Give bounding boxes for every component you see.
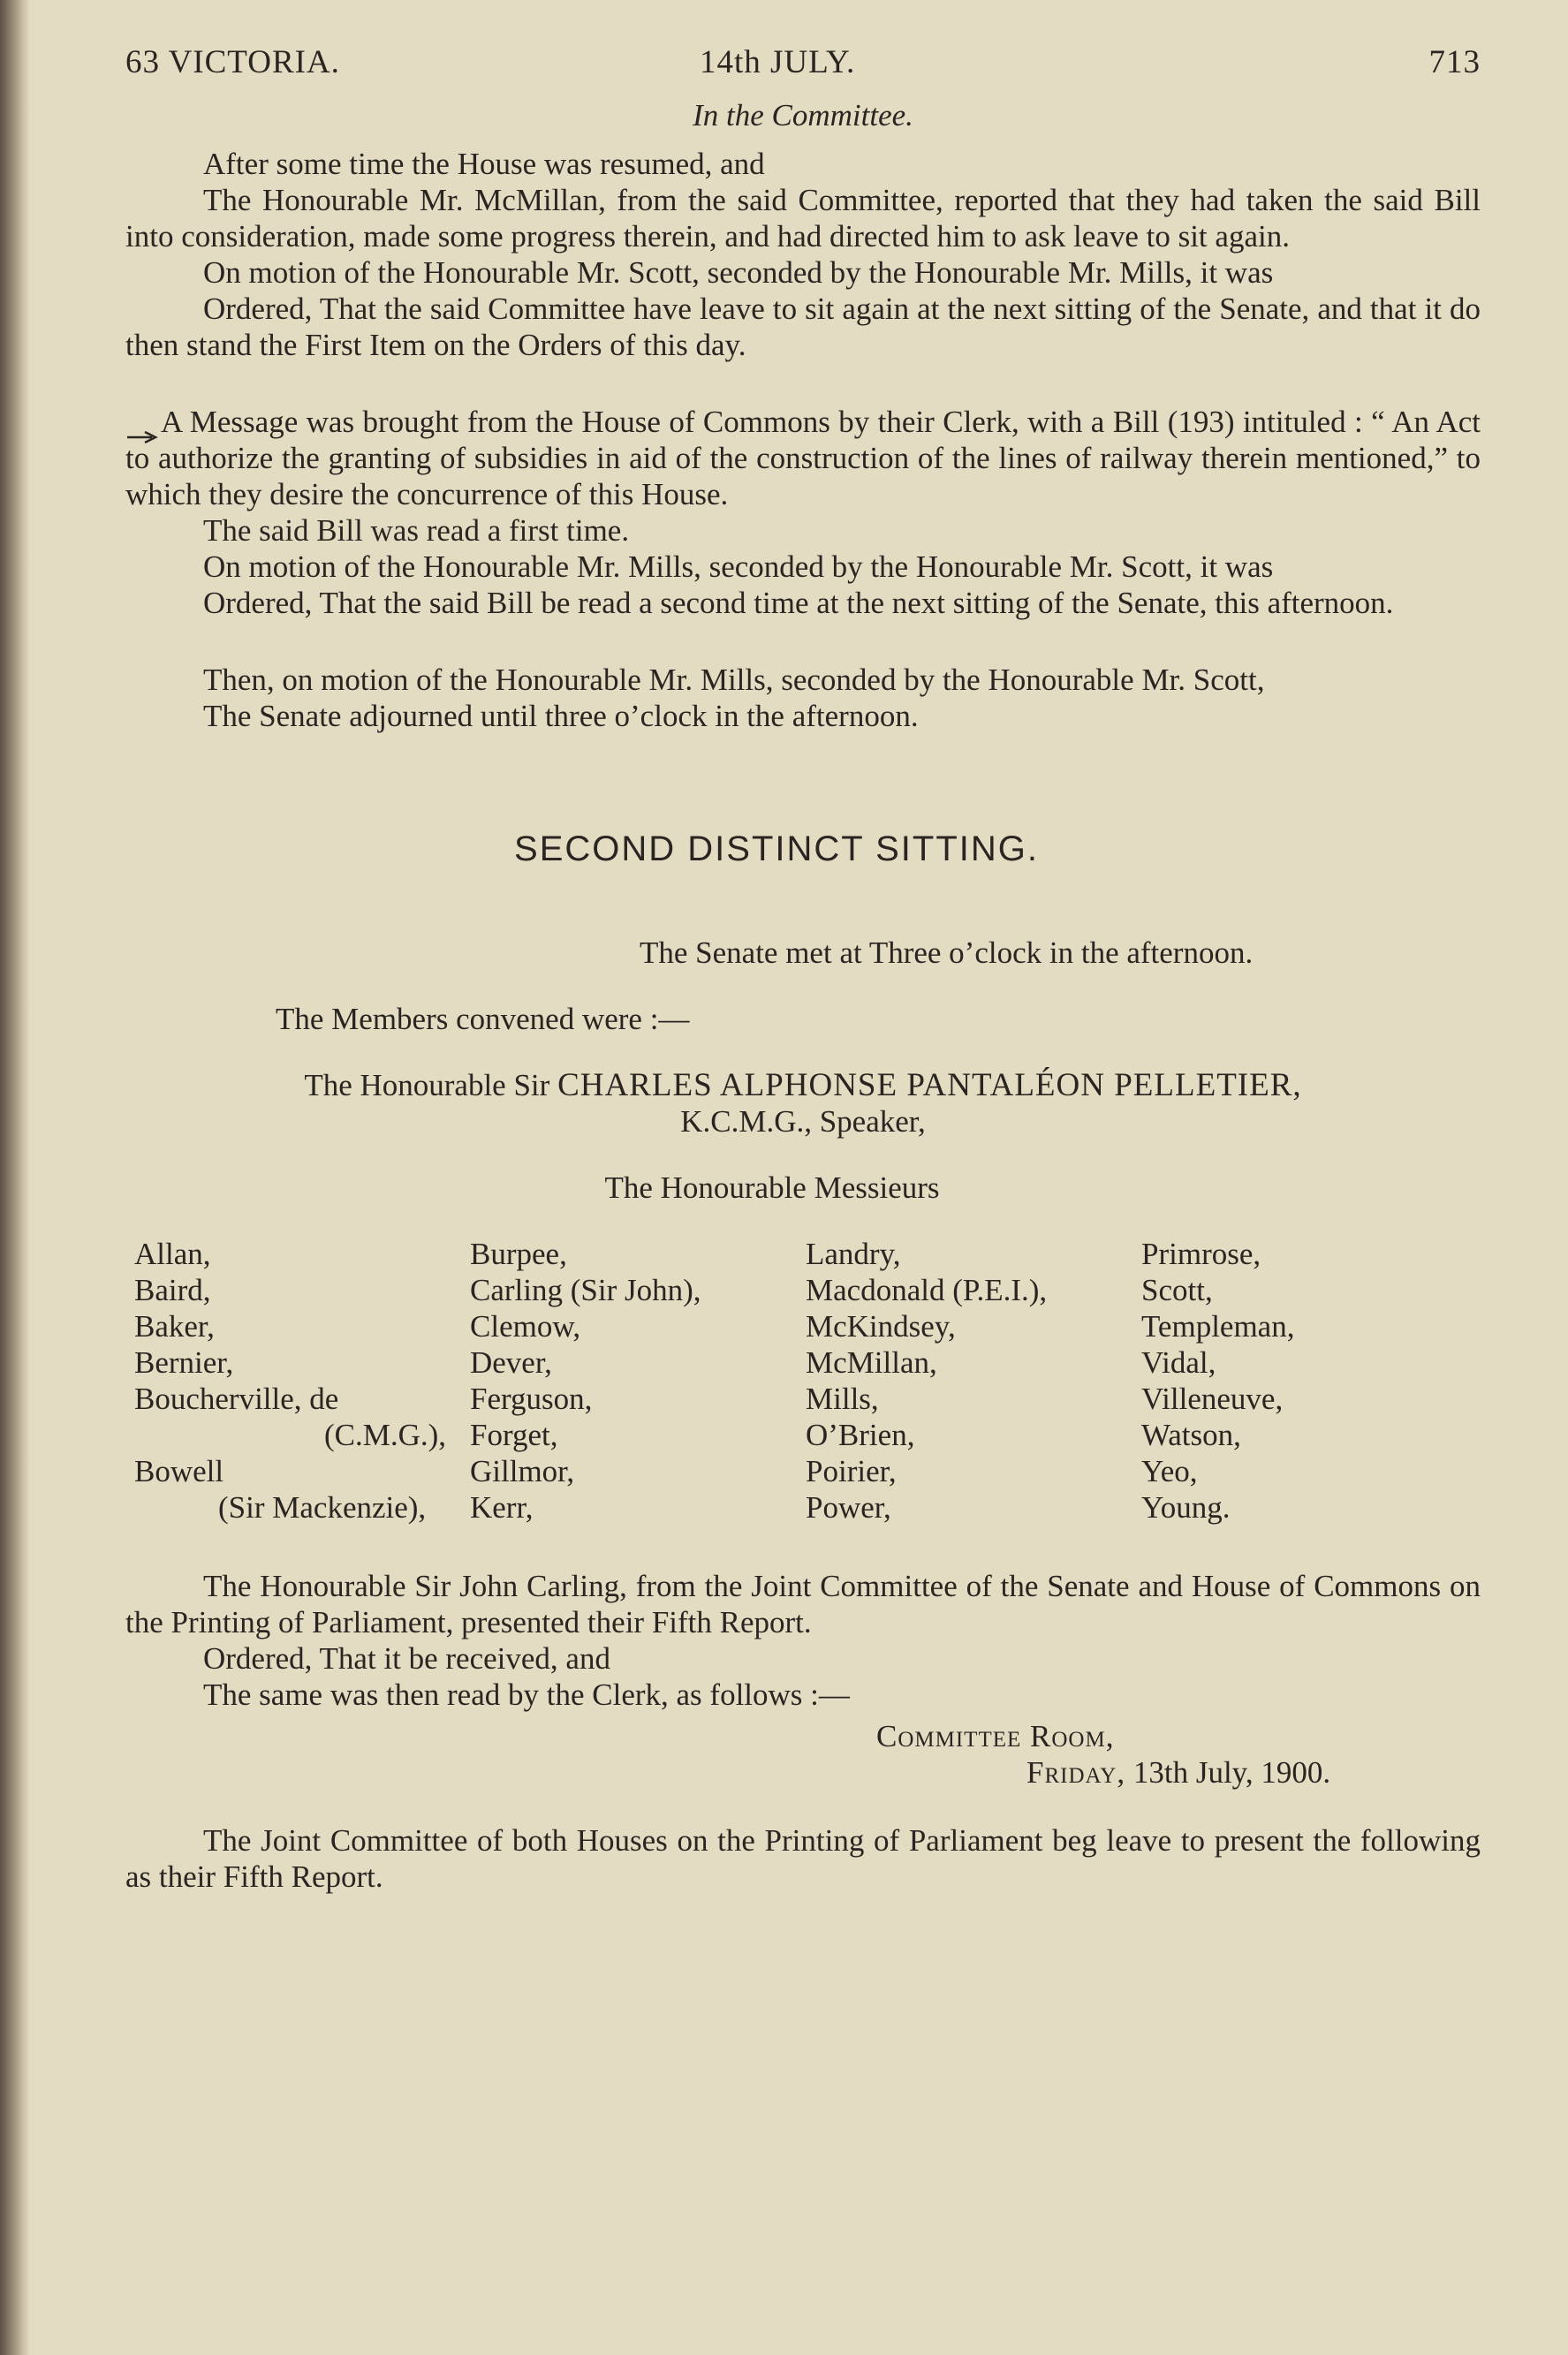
committee-room-line: Committee Room,: [876, 1719, 1115, 1753]
members-column-3: [806, 1236, 1141, 1526]
member-name: Vidal,: [1141, 1345, 1216, 1380]
senate-met-line: The Senate met at Three o’clock in the afternoon.: [640, 935, 1254, 970]
member-name: Gillmor,: [470, 1454, 575, 1488]
member-name: Baker,: [134, 1309, 215, 1344]
message-bill-text: A Message was brought from the House of Commons by their Clerk, with a Bill (193) intituled : “ An Act to authorize the granting of subsidies in aid of the construction of the lines of railway therein mentioned,” to which they desire the concurrence of this House.: [125, 405, 1481, 511]
paragraph-second-reading-order: Ordered, That the said Bill be read a second time at the next sitting of the Senate, this afternoon.: [203, 586, 1394, 620]
member-name: O’Brien,: [806, 1418, 915, 1452]
section-title: SECOND DISTINCT SITTING.: [514, 829, 1039, 868]
member-name: Ferguson,: [470, 1382, 593, 1416]
paragraph-committee-order: Ordered, That the said Committee have leave to sit again at the next sitting of the Senate, and that it do then stand the First Item on the Orders of this day.: [125, 292, 1481, 362]
members-column-4: [1141, 1236, 1477, 1526]
running-header: [125, 44, 1481, 97]
member-name: Bowell: [134, 1454, 224, 1488]
member-name: Clemow,: [470, 1309, 581, 1344]
committee-heading: In the Committee.: [693, 98, 913, 133]
paragraph-adjourned: The Senate adjourned until three o’clock in the afternoon.: [203, 699, 919, 733]
paragraph-carling-report: The Honourable Sir John Carling, from the Joint Committee of the Senate and House of Commons on the Printing of Parliament, presented their Fifth Report.: [125, 1569, 1481, 1639]
member-name: Kerr,: [470, 1490, 534, 1525]
page-number: 713: [1428, 44, 1481, 80]
members-convened-line: The Members convened were :—: [276, 1002, 690, 1036]
member-name: Watson,: [1141, 1418, 1241, 1452]
paragraph-received-order: Ordered, That it be received, and: [203, 1641, 610, 1676]
member-name: Mills,: [806, 1382, 879, 1416]
speaker-title: K.C.M.G., Speaker,: [680, 1104, 926, 1139]
member-name-continuation: (Sir Mackenzie),: [218, 1490, 427, 1525]
paragraph-scott-motion: On motion of the Honourable Mr. Scott, seconded by the Honourable Mr. Mills, it was: [203, 255, 1274, 290]
paragraph-message-bill: [125, 404, 1481, 512]
members-column-2: [470, 1236, 806, 1526]
member-name: Baird,: [134, 1273, 211, 1307]
member-name: McKindsey,: [806, 1309, 956, 1344]
book-spine-edge: [0, 0, 30, 2355]
header-date: 14th JULY.: [700, 44, 856, 80]
paragraph-mcmillan-report: The Honourable Mr. McMillan, from the said Committee, reported that they had taken the said Bill into consideration, made some progress therein, and had directed him to ask leave to sit again.: [125, 183, 1481, 254]
paragraph-house-resumed: After some time the House was resumed, and: [203, 147, 765, 181]
member-name: Primrose,: [1141, 1237, 1261, 1271]
dateline-date: 13th July, 1900.: [1125, 1755, 1331, 1790]
paragraph-fifth-report-intro: The Joint Committee of both Houses on the Printing of Parliament beg leave to present the following as their Fifth Report.: [125, 1823, 1481, 1894]
member-name: Scott,: [1141, 1273, 1213, 1307]
member-name-continuation: (C.M.G.),: [324, 1418, 447, 1452]
members-column-1: [134, 1236, 470, 1526]
header-volume: 63 VICTORIA.: [125, 44, 340, 80]
paragraph-read-by-clerk: The same was then read by the Clerk, as follows :—: [203, 1677, 850, 1712]
paragraph-first-reading: The said Bill was read a first time.: [203, 513, 630, 548]
member-name: Poirier,: [806, 1454, 897, 1488]
paragraph-mills-motion: On motion of the Honourable Mr. Mills, seconded by the Honourable Mr. Scott, it was: [203, 549, 1274, 584]
dateline-day: Friday,: [1026, 1755, 1126, 1790]
member-name: Carling (Sir John),: [470, 1273, 701, 1307]
member-name: Villeneuve,: [1141, 1382, 1284, 1416]
member-name: Macdonald (P.E.I.),: [806, 1273, 1048, 1307]
member-name: Boucherville, de: [134, 1382, 339, 1416]
member-name: Burpee,: [470, 1237, 567, 1271]
speaker-prefix: The Honourable Sir: [304, 1068, 558, 1102]
messieurs-heading: The Honourable Messieurs: [604, 1170, 940, 1205]
speaker-block: [125, 1067, 1481, 1140]
speaker-name: CHARLES ALPHONSE PANTALÉON PELLETIER,: [557, 1067, 1302, 1103]
member-name: Allan,: [134, 1237, 211, 1271]
dateline: [125, 1754, 1481, 1791]
paragraph-adjourn-motion: Then, on motion of the Honourable Mr. Mills, seconded by the Honourable Mr. Scott,: [203, 663, 1265, 697]
member-name: Bernier,: [134, 1345, 234, 1380]
member-name: McMillan,: [806, 1345, 937, 1380]
member-name: Landry,: [806, 1237, 901, 1271]
member-name: Templeman,: [1141, 1309, 1295, 1344]
member-name: Young.: [1141, 1490, 1231, 1525]
member-name: Yeo,: [1141, 1454, 1198, 1488]
member-name: Dever,: [470, 1345, 552, 1380]
document-page: [125, 44, 1481, 1895]
member-name: Power,: [806, 1490, 891, 1525]
members-list: [134, 1236, 1481, 1526]
pointing-hand-icon: [125, 417, 161, 433]
member-name: Forget,: [470, 1418, 558, 1452]
